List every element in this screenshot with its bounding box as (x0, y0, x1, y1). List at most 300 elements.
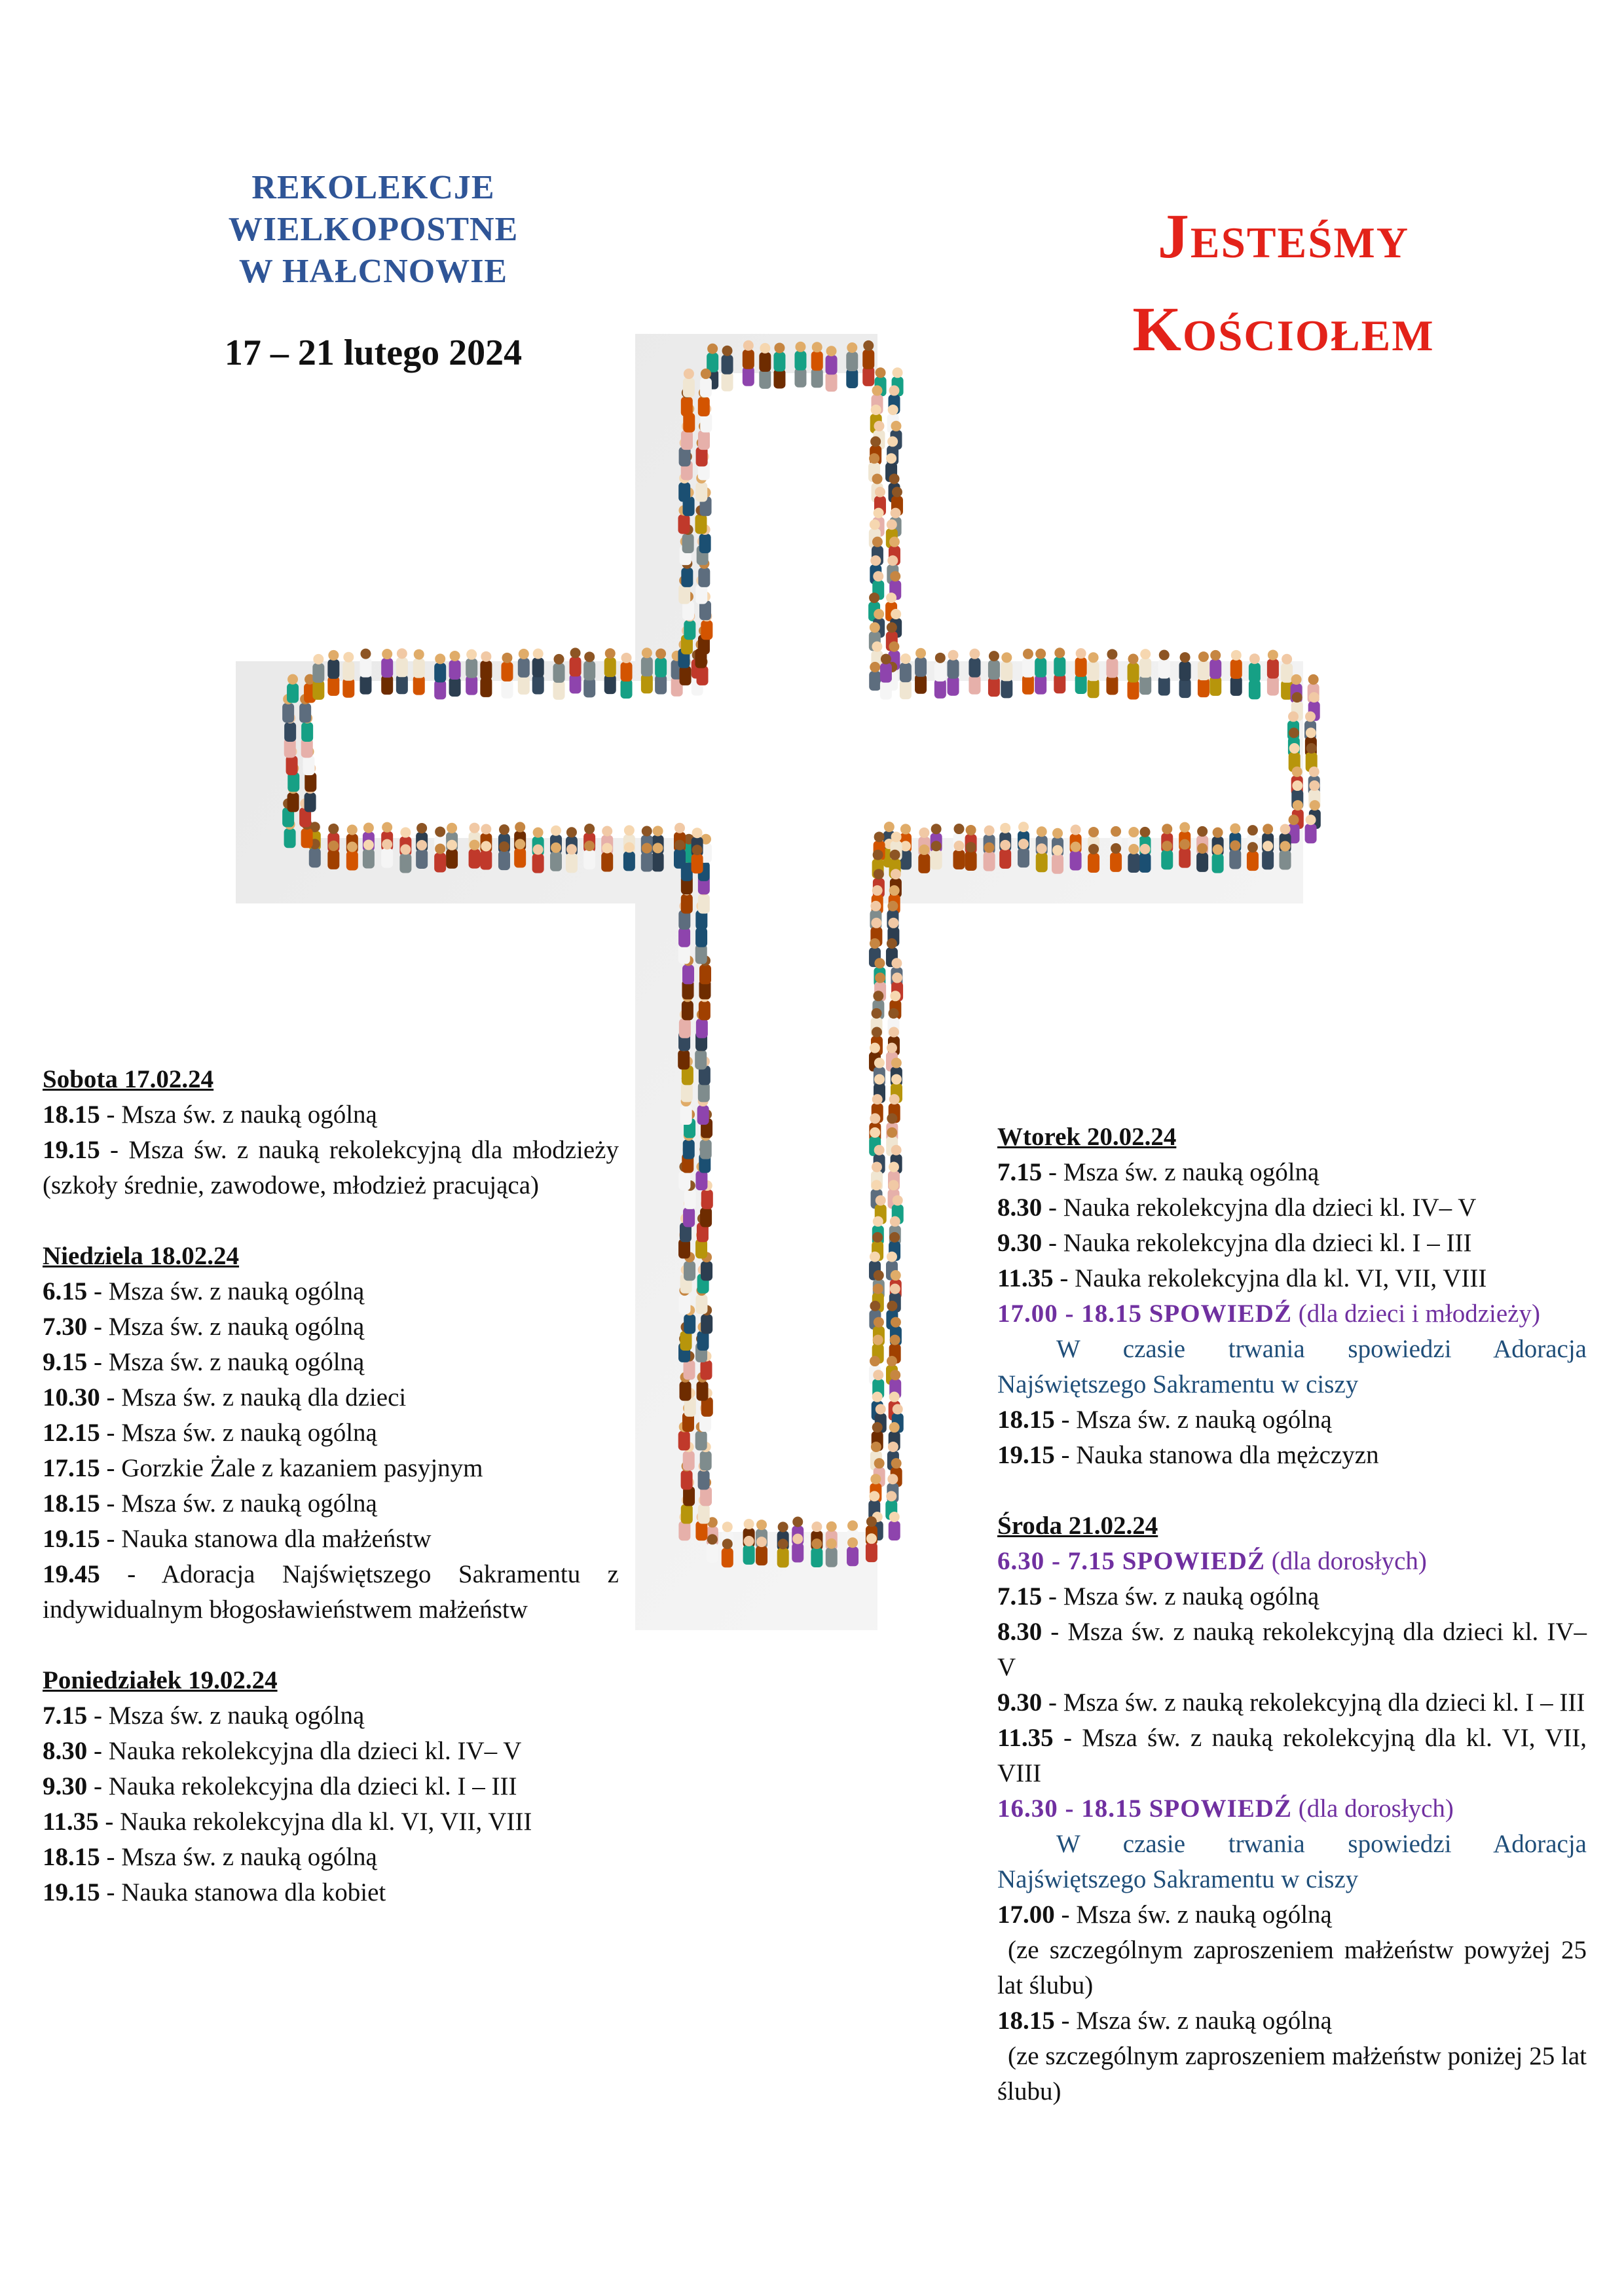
person-head (890, 1216, 900, 1227)
schedule-entry (997, 1685, 1587, 1721)
schedule-entry (997, 1791, 1587, 1827)
entry-time: 16.30 - 18.15 SPOWIEDŹ (997, 1795, 1292, 1823)
person-head (1231, 650, 1242, 661)
person-body (934, 679, 946, 699)
entry-separator: - (1054, 1441, 1077, 1469)
schedule-entry (43, 1274, 619, 1309)
person-head (792, 1533, 803, 1544)
person-head (1140, 844, 1151, 854)
person-body (695, 944, 707, 964)
person-body (698, 397, 710, 416)
person-body (434, 680, 446, 699)
person-head (889, 642, 899, 652)
person-head (900, 824, 911, 834)
person-head (866, 1516, 877, 1527)
person-head (400, 845, 411, 855)
entry-description: Nauka rekolekcyjna dla dzieci kl. IV– V (1063, 1194, 1477, 1222)
person-body (641, 852, 653, 872)
person-body (309, 848, 321, 867)
entry-separator (1292, 1300, 1299, 1328)
schedule-entry (43, 1309, 619, 1345)
person-body (988, 677, 1000, 697)
person-head (1280, 841, 1291, 852)
person-head (397, 648, 407, 659)
person-head (1052, 828, 1063, 839)
person-head (873, 1284, 883, 1294)
person-head (551, 843, 561, 853)
person-head (870, 1474, 881, 1484)
person-body (1267, 676, 1279, 695)
schedule-entry (997, 1614, 1587, 1685)
person-body (988, 660, 1000, 680)
person-body (934, 662, 946, 682)
entry-separator: - (100, 1101, 122, 1129)
person-head (873, 850, 883, 860)
person-head (756, 1537, 767, 1547)
person-body (480, 661, 492, 680)
entry-description: Nauka stanowa dla małżeństw (121, 1525, 432, 1553)
person-head (1054, 647, 1065, 658)
entry-time: 18.15 (43, 1101, 100, 1129)
schedule-entry (997, 1933, 1587, 2003)
person-body (550, 852, 562, 871)
person-body (700, 1451, 712, 1470)
person-body (1036, 852, 1048, 872)
person-head (872, 1392, 883, 1402)
person-body (695, 1294, 707, 1314)
person-head (1180, 652, 1190, 663)
person-body (678, 585, 690, 604)
person-head (602, 843, 612, 853)
person-head (891, 1317, 901, 1328)
person-head (931, 824, 942, 834)
schedule-entry (43, 1840, 619, 1875)
person-head (886, 592, 896, 603)
person-head (966, 842, 976, 852)
person-body (826, 1548, 838, 1567)
person-head (826, 346, 837, 356)
person-head (707, 344, 718, 354)
person-body (722, 372, 733, 392)
entry-description: Msza św. z nauką ogólną (121, 1489, 377, 1518)
person-body (700, 1207, 712, 1227)
person-head (1140, 649, 1151, 659)
person-body (679, 1019, 691, 1038)
entry-separator: - (87, 1737, 109, 1765)
person-head (874, 831, 885, 842)
person-head (287, 674, 298, 685)
person-head (892, 973, 902, 983)
person-body (695, 515, 707, 534)
schedule-entry (43, 1522, 619, 1557)
person-head (1071, 841, 1081, 852)
entry-description: Msza św. z nauką ogólną (1063, 1158, 1320, 1186)
person-body (284, 828, 296, 848)
person-body (1106, 675, 1118, 695)
person-body (434, 663, 446, 682)
person-body (678, 1050, 690, 1070)
entry-separator (1265, 1547, 1272, 1575)
person-body (1001, 678, 1012, 698)
person-head (915, 648, 926, 659)
person-body (1262, 850, 1274, 869)
entry-time: 7.15 (997, 1158, 1043, 1186)
entry-time: 18.15 (43, 1843, 100, 1871)
person-head (1306, 814, 1316, 825)
person-head (893, 367, 903, 378)
person-head (1263, 841, 1273, 851)
person-head (519, 649, 529, 659)
person-head (1197, 826, 1208, 837)
person-head (874, 1074, 885, 1085)
person-body (287, 792, 299, 812)
person-head (873, 991, 883, 1001)
schedule-entry (43, 1875, 619, 1910)
person-head (435, 653, 445, 664)
person-head (1292, 692, 1302, 702)
schedule-entry (43, 1804, 619, 1840)
person-body (699, 534, 711, 553)
entry-description: (ze szczególnym zaproszeniem małżeństw poniżej 25 lat ślubu) (997, 2042, 1587, 2105)
person-body (1054, 674, 1065, 693)
entry-description: Msza św. z nauką ogólną (1076, 1901, 1332, 1929)
person-head (1037, 843, 1047, 854)
person-body (683, 1451, 695, 1470)
entry-time: 9.30 (997, 1229, 1043, 1257)
person-body (286, 756, 298, 775)
person-body (583, 850, 595, 869)
person-head (1197, 843, 1208, 854)
person-head (1263, 824, 1273, 834)
person-body (399, 854, 411, 873)
person-head (382, 839, 392, 850)
person-head (1291, 674, 1302, 685)
entry-description: W czasie trwania spowiedzi Adoracja Najświętszego Sakramentu w ciszy (997, 1830, 1587, 1893)
person-head (826, 1539, 837, 1549)
person-head (1198, 651, 1209, 662)
person-body (701, 1314, 712, 1334)
person-head (872, 885, 883, 896)
person-body (282, 703, 294, 723)
title-line: REKOLEKCJE (251, 169, 495, 206)
person-head (889, 1232, 900, 1243)
person-body (695, 1050, 707, 1070)
person-head (889, 1161, 899, 1172)
person-head (919, 828, 929, 838)
person-body (1035, 658, 1046, 678)
schedule-entry (43, 1769, 619, 1804)
person-body (792, 1542, 803, 1562)
person-body (652, 852, 664, 871)
entry-time: 6.30 - 7.15 SPOWIEDŹ (997, 1547, 1265, 1575)
entry-description: Nauka stanowa dla mężczyzn (1076, 1441, 1379, 1469)
person-body (566, 853, 578, 873)
person-head (756, 1520, 767, 1530)
person-body (1281, 663, 1293, 683)
day-heading: Wtorek 20.02.24 (997, 1123, 1177, 1151)
entry-description: (dla dorosłych) (1298, 1795, 1454, 1823)
person-body (532, 674, 544, 694)
person-body (707, 1543, 718, 1563)
schedule-entry (997, 1544, 1587, 1579)
person-head (890, 850, 900, 860)
person-body (695, 1430, 707, 1450)
person-body (434, 852, 446, 872)
person-body (1247, 851, 1259, 871)
entry-separator: - (1042, 1688, 1063, 1717)
person-head (1309, 767, 1320, 777)
person-body (532, 854, 544, 873)
entry-time: 8.30 (43, 1737, 88, 1765)
person-head (874, 609, 884, 619)
person-body (342, 661, 354, 681)
person-head (874, 1317, 884, 1328)
person-body (695, 928, 707, 947)
person-head (1289, 727, 1299, 738)
person-head (470, 823, 480, 833)
schedule-entry (43, 1415, 619, 1451)
person-head (1140, 827, 1151, 837)
person-body (880, 663, 892, 683)
person-body (1179, 848, 1190, 868)
entry-separator: - (1042, 1158, 1063, 1186)
person-body (794, 368, 806, 388)
entry-separator: - (1054, 1901, 1077, 1929)
person-head (866, 1533, 877, 1544)
entry-separator: - (100, 1489, 122, 1518)
person-body (698, 430, 710, 450)
person-head (872, 473, 883, 484)
person-head (1230, 841, 1240, 851)
person-head (889, 1008, 899, 1019)
person-head (876, 1404, 886, 1415)
person-body (684, 1314, 695, 1334)
person-body (621, 679, 633, 699)
person-head (891, 609, 901, 619)
person-head (382, 822, 392, 833)
person-body (701, 1261, 712, 1281)
person-body (1022, 675, 1034, 695)
person-head (872, 1027, 882, 1037)
person-head (891, 421, 901, 431)
person-head (744, 1536, 754, 1546)
person-body (680, 1105, 692, 1125)
day-heading: Poniedziałek 19.02.24 (43, 1666, 278, 1694)
person-body (683, 1207, 695, 1227)
person-head (1128, 653, 1139, 664)
person-body (381, 848, 393, 868)
slogan-line: Jesteśmy (1157, 201, 1410, 271)
entry-time: 18.15 (43, 1489, 100, 1518)
person-head (1179, 839, 1190, 850)
person-body (1052, 854, 1063, 874)
person-body (446, 849, 458, 869)
schedule-entry (997, 1332, 1587, 1402)
person-head (605, 648, 616, 659)
person-body (811, 351, 823, 371)
person-head (887, 555, 898, 566)
person-head (416, 823, 427, 833)
entry-time: 19.15 (43, 1878, 100, 1906)
entry-time: 9.30 (997, 1688, 1043, 1717)
person-head (891, 1074, 902, 1085)
schedule-entry (997, 1721, 1587, 1791)
person-head (869, 1491, 879, 1501)
person-body (553, 680, 565, 700)
schedule-left (43, 1062, 619, 1946)
person-body (381, 675, 393, 695)
person-body (312, 663, 324, 683)
person-head (874, 421, 884, 431)
person-head (874, 1270, 884, 1281)
person-body (681, 397, 693, 416)
person-head (875, 973, 885, 983)
entry-separator: - (98, 1808, 120, 1836)
person-body (466, 659, 477, 678)
entry-time: 12.15 (43, 1419, 100, 1447)
person-head (774, 342, 784, 353)
person-body (700, 378, 712, 397)
schedule-entry (997, 1897, 1587, 1933)
person-body (948, 659, 959, 679)
person-head (935, 653, 946, 663)
person-head (873, 1370, 883, 1380)
person-body (692, 854, 703, 873)
entry-separator: - (87, 1277, 109, 1305)
person-head (1210, 650, 1221, 661)
person-body (501, 662, 513, 682)
person-body (965, 851, 977, 871)
person-body (1018, 848, 1029, 867)
person-head (701, 369, 711, 379)
person-head (887, 1127, 897, 1138)
person-body (681, 430, 693, 450)
person-head (889, 537, 900, 547)
person-head (792, 1516, 803, 1527)
person-body (678, 944, 690, 964)
person-body (674, 849, 686, 869)
person-head (1293, 800, 1303, 811)
person-head (884, 822, 895, 832)
person-head (1280, 824, 1291, 835)
person-head (870, 1252, 880, 1262)
person-head (891, 1145, 902, 1156)
person-head (1076, 648, 1086, 659)
person-head (674, 823, 685, 833)
person-head (873, 571, 883, 581)
entry-description: Msza św. z nauką ogólną (1076, 1406, 1332, 1434)
person-head (1159, 650, 1170, 661)
person-head (692, 828, 703, 838)
person-head (744, 1519, 754, 1529)
schedule-entry (997, 1190, 1587, 1226)
entry-description: Adoracja Najświętszego Sakramentu z indywidualnym błogosławieństwem małżeństw (43, 1560, 619, 1624)
person-body (695, 585, 707, 604)
person-body (1198, 661, 1209, 680)
person-head (1247, 825, 1258, 835)
person-head (1052, 845, 1063, 856)
person-head (887, 1043, 897, 1053)
person-body (655, 657, 667, 677)
person-head (1292, 780, 1302, 791)
person-head (872, 386, 883, 396)
person-head (1282, 654, 1292, 665)
schedule-right (997, 1120, 1587, 2145)
entry-separator: - (100, 1419, 122, 1447)
person-head (874, 508, 884, 519)
person-body (918, 854, 930, 873)
entry-time: 7.15 (997, 1582, 1043, 1611)
person-head (1035, 649, 1046, 659)
person-head (886, 1491, 896, 1501)
person-body (811, 368, 823, 388)
person-head (653, 826, 663, 836)
person-head (328, 824, 339, 834)
person-head (1018, 822, 1029, 832)
person-body (759, 369, 771, 389)
person-body (1212, 854, 1224, 873)
person-head (984, 826, 995, 836)
person-body (1139, 853, 1151, 873)
entry-time: 10.30 (43, 1383, 100, 1412)
person-head (1111, 826, 1121, 837)
person-body (1249, 663, 1261, 682)
person-body (501, 679, 513, 699)
entry-time: 8.30 (997, 1618, 1043, 1646)
person-head (826, 1522, 837, 1532)
person-body (846, 369, 858, 388)
person-body (570, 657, 581, 676)
person-head (674, 840, 685, 850)
person-head (1310, 800, 1320, 811)
person-head (760, 343, 770, 354)
person-head (872, 1232, 883, 1243)
schedule-entry (43, 1380, 619, 1415)
person-body (413, 659, 425, 678)
day-section (43, 1062, 619, 1203)
entry-description: (ze szczególnym zaproszeniem małżeństw powyżej 25 lat ślubu) (997, 1936, 1587, 1999)
person-head (948, 650, 959, 661)
person-head (554, 654, 564, 665)
person-body (700, 1360, 712, 1380)
person-body (327, 659, 339, 679)
person-head (1249, 653, 1260, 664)
person-head (1023, 649, 1033, 659)
person-head (328, 650, 339, 661)
person-body (681, 568, 693, 587)
person-body (931, 850, 942, 869)
person-head (890, 991, 900, 1001)
person-body (777, 1548, 789, 1567)
entry-description: Msza św. z nauką ogólną (108, 1277, 365, 1305)
person-head (778, 1522, 788, 1532)
person-body (449, 677, 461, 697)
person-body (655, 674, 667, 694)
person-body (570, 674, 581, 693)
person-head (1268, 649, 1278, 660)
person-body (696, 1019, 708, 1038)
entry-description: Msza św. z nauką ogólną (121, 1101, 377, 1129)
person-head (870, 901, 881, 911)
person-head (872, 537, 883, 547)
person-head (435, 843, 445, 854)
person-body (698, 1470, 710, 1490)
person-body (681, 1470, 693, 1490)
person-head (891, 1270, 901, 1281)
person-body (1075, 674, 1087, 694)
person-body (862, 350, 874, 369)
person-head (874, 958, 885, 968)
